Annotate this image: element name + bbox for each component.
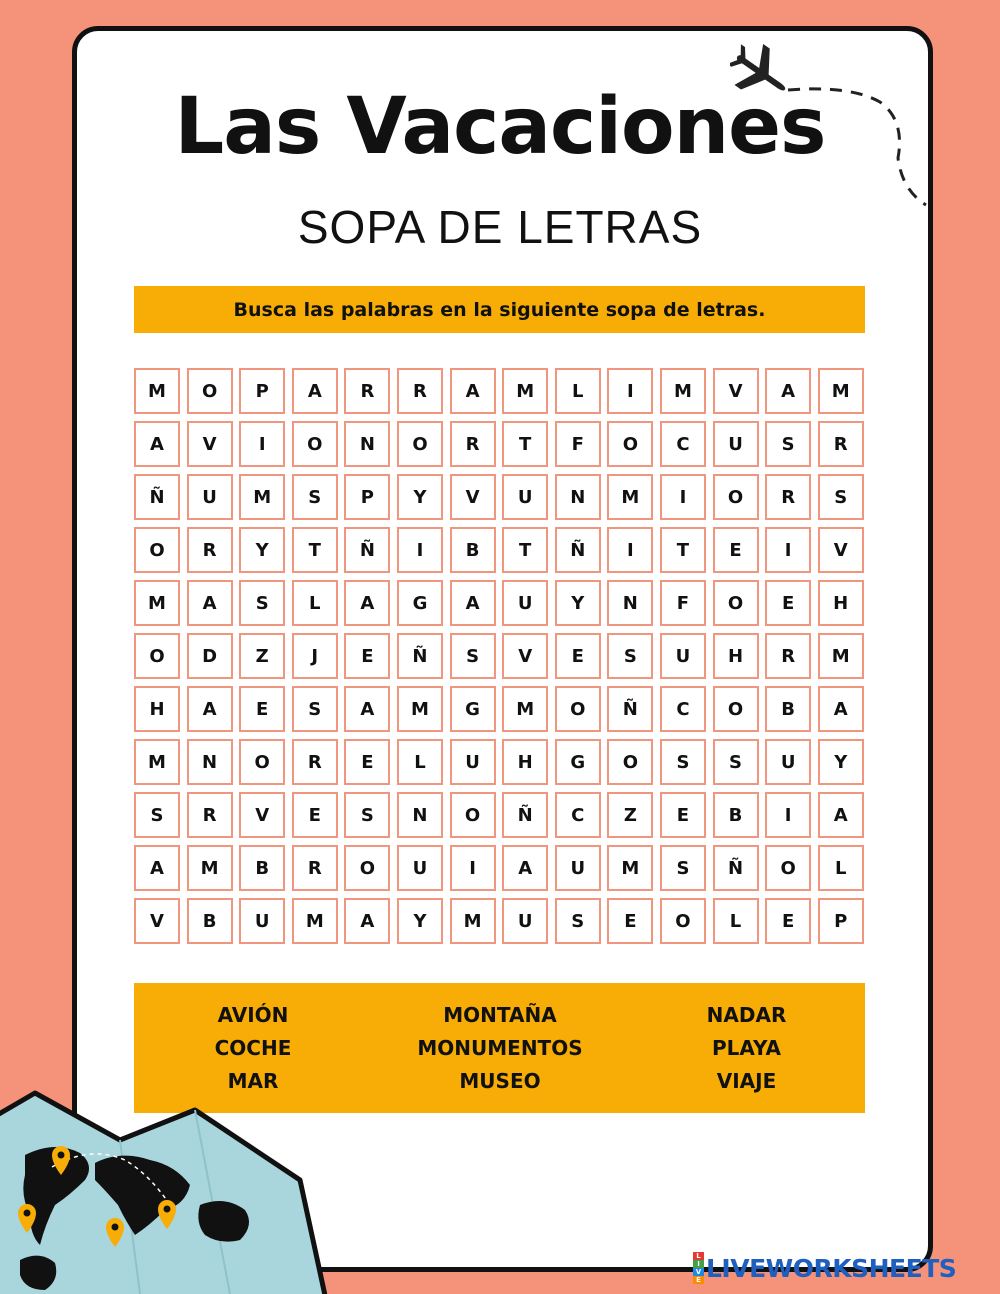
- grid-cell[interactable]: Ñ: [397, 633, 443, 679]
- grid-cell[interactable]: O: [607, 421, 653, 467]
- grid-cell[interactable]: E: [555, 633, 601, 679]
- grid-cell[interactable]: S: [450, 633, 496, 679]
- grid-cell[interactable]: M: [134, 580, 180, 626]
- grid-cell[interactable]: S: [292, 686, 338, 732]
- grid-cell[interactable]: Ñ: [713, 845, 759, 891]
- grid-cell[interactable]: U: [239, 898, 285, 944]
- grid-cell[interactable]: O: [187, 368, 233, 414]
- grid-cell[interactable]: L: [397, 739, 443, 785]
- grid-cell[interactable]: N: [397, 792, 443, 838]
- grid-cell[interactable]: O: [292, 421, 338, 467]
- grid-cell[interactable]: O: [713, 580, 759, 626]
- grid-cell[interactable]: Y: [397, 898, 443, 944]
- grid-cell[interactable]: E: [239, 686, 285, 732]
- grid-cell[interactable]: R: [292, 845, 338, 891]
- grid-cell[interactable]: B: [239, 845, 285, 891]
- grid-cell[interactable]: M: [607, 845, 653, 891]
- grid-cell[interactable]: U: [450, 739, 496, 785]
- grid-cell[interactable]: V: [713, 368, 759, 414]
- grid-cell[interactable]: M: [239, 474, 285, 520]
- word-list-column-1: [134, 999, 372, 1098]
- grid-cell[interactable]: E: [765, 898, 811, 944]
- grid-cell[interactable]: A: [344, 686, 390, 732]
- grid-cell[interactable]: A: [765, 368, 811, 414]
- grid-cell[interactable]: A: [134, 421, 180, 467]
- logo-text: LIVEWORKSHEETS: [706, 1253, 957, 1283]
- grid-cell[interactable]: V: [134, 898, 180, 944]
- grid-cell[interactable]: U: [713, 421, 759, 467]
- grid-cell[interactable]: O: [660, 898, 706, 944]
- logo-mark-letter: E: [693, 1276, 704, 1284]
- grid-cell[interactable]: U: [502, 898, 548, 944]
- grid-cell[interactable]: T: [292, 527, 338, 573]
- grid-cell[interactable]: L: [713, 898, 759, 944]
- instruction-text: Busca las palabras en la siguiente sopa de letras.: [233, 298, 766, 321]
- grid-cell[interactable]: E: [344, 739, 390, 785]
- grid-cell[interactable]: Ñ: [555, 527, 601, 573]
- grid-cell[interactable]: T: [502, 421, 548, 467]
- grid-cell[interactable]: M: [187, 845, 233, 891]
- grid-cell[interactable]: T: [660, 527, 706, 573]
- grid-cell[interactable]: U: [660, 633, 706, 679]
- grid-cell[interactable]: G: [450, 686, 496, 732]
- grid-cell[interactable]: P: [344, 474, 390, 520]
- grid-cell[interactable]: S: [607, 633, 653, 679]
- grid-cell[interactable]: S: [660, 845, 706, 891]
- grid-cell[interactable]: F: [555, 421, 601, 467]
- grid-cell[interactable]: G: [555, 739, 601, 785]
- grid-cell[interactable]: R: [187, 527, 233, 573]
- word-item: MAR: [227, 1068, 279, 1093]
- grid-cell[interactable]: I: [660, 474, 706, 520]
- grid-cell[interactable]: Z: [607, 792, 653, 838]
- grid-cell[interactable]: R: [344, 368, 390, 414]
- grid-cell[interactable]: V: [187, 421, 233, 467]
- grid-cell[interactable]: O: [134, 527, 180, 573]
- grid-cell[interactable]: B: [450, 527, 496, 573]
- grid-cell[interactable]: U: [397, 845, 443, 891]
- grid-cell[interactable]: S: [555, 898, 601, 944]
- grid-cell[interactable]: M: [292, 898, 338, 944]
- grid-cell[interactable]: E: [607, 898, 653, 944]
- grid-cell[interactable]: B: [765, 686, 811, 732]
- grid-cell[interactable]: S: [344, 792, 390, 838]
- grid-cell[interactable]: U: [502, 474, 548, 520]
- grid-cell[interactable]: L: [292, 580, 338, 626]
- grid-cell[interactable]: D: [187, 633, 233, 679]
- grid-cell[interactable]: R: [397, 368, 443, 414]
- logo-mark-letter: L: [693, 1252, 704, 1260]
- grid-cell[interactable]: R: [450, 421, 496, 467]
- world-map-icon: [0, 1085, 335, 1294]
- grid-cell[interactable]: R: [765, 474, 811, 520]
- grid-cell[interactable]: O: [607, 739, 653, 785]
- grid-cell[interactable]: Y: [397, 474, 443, 520]
- grid-cell[interactable]: T: [502, 527, 548, 573]
- grid-cell[interactable]: V: [502, 633, 548, 679]
- grid-cell[interactable]: E: [765, 580, 811, 626]
- grid-cell[interactable]: U: [765, 739, 811, 785]
- grid-cell[interactable]: Ñ: [502, 792, 548, 838]
- liveworksheets-logo[interactable]: [693, 1252, 956, 1284]
- word-search-grid[interactable]: [134, 368, 864, 944]
- logo-mark-letter: V: [693, 1268, 704, 1276]
- grid-cell[interactable]: M: [502, 368, 548, 414]
- grid-cell[interactable]: A: [292, 368, 338, 414]
- grid-cell[interactable]: N: [607, 580, 653, 626]
- grid-cell[interactable]: M: [818, 633, 864, 679]
- grid-cell[interactable]: I: [607, 527, 653, 573]
- grid-cell[interactable]: R: [292, 739, 338, 785]
- word-item: PLAYA: [711, 1035, 781, 1060]
- grid-cell[interactable]: U: [187, 474, 233, 520]
- grid-cell[interactable]: I: [397, 527, 443, 573]
- grid-cell[interactable]: R: [765, 633, 811, 679]
- grid-cell[interactable]: I: [765, 792, 811, 838]
- word-item: AVIÓN: [217, 1002, 289, 1027]
- grid-cell[interactable]: C: [555, 792, 601, 838]
- page-title: Las Vacaciones: [174, 82, 826, 172]
- grid-cell[interactable]: A: [344, 580, 390, 626]
- grid-cell[interactable]: A: [344, 898, 390, 944]
- grid-cell[interactable]: S: [818, 474, 864, 520]
- grid-cell[interactable]: I: [239, 421, 285, 467]
- grid-cell[interactable]: S: [134, 792, 180, 838]
- grid-cell[interactable]: C: [660, 421, 706, 467]
- grid-cell[interactable]: H: [134, 686, 180, 732]
- grid-cell[interactable]: Z: [239, 633, 285, 679]
- grid-cell[interactable]: O: [450, 792, 496, 838]
- grid-cell[interactable]: Y: [555, 580, 601, 626]
- grid-cell[interactable]: N: [344, 421, 390, 467]
- grid-cell[interactable]: I: [450, 845, 496, 891]
- grid-cell[interactable]: Ñ: [134, 474, 180, 520]
- grid-cell[interactable]: L: [818, 845, 864, 891]
- grid-cell[interactable]: I: [607, 368, 653, 414]
- grid-cell[interactable]: M: [134, 739, 180, 785]
- grid-cell[interactable]: M: [397, 686, 443, 732]
- grid-cell[interactable]: O: [344, 845, 390, 891]
- grid-cell[interactable]: I: [765, 527, 811, 573]
- grid-cell[interactable]: Ñ: [344, 527, 390, 573]
- word-item: NADAR: [706, 1002, 787, 1027]
- grid-cell[interactable]: A: [502, 845, 548, 891]
- logo-mark-letter: I: [693, 1260, 704, 1268]
- grid-cell[interactable]: H: [818, 580, 864, 626]
- grid-cell[interactable]: A: [187, 580, 233, 626]
- grid-cell[interactable]: R: [187, 792, 233, 838]
- grid-cell[interactable]: V: [239, 792, 285, 838]
- grid-cell[interactable]: A: [450, 368, 496, 414]
- grid-cell[interactable]: Y: [239, 527, 285, 573]
- grid-cell[interactable]: S: [660, 739, 706, 785]
- grid-cell[interactable]: J: [292, 633, 338, 679]
- grid-cell[interactable]: H: [713, 633, 759, 679]
- grid-cell[interactable]: A: [187, 686, 233, 732]
- word-item: MONTAÑA: [443, 1002, 557, 1027]
- grid-cell[interactable]: S: [239, 580, 285, 626]
- logo-mark: [693, 1252, 704, 1284]
- grid-cell[interactable]: O: [713, 474, 759, 520]
- grid-cell[interactable]: O: [134, 633, 180, 679]
- grid-cell[interactable]: S: [713, 739, 759, 785]
- grid-cell[interactable]: O: [239, 739, 285, 785]
- grid-cell[interactable]: A: [134, 845, 180, 891]
- grid-cell[interactable]: E: [344, 633, 390, 679]
- grid-cell[interactable]: A: [450, 580, 496, 626]
- grid-cell[interactable]: A: [818, 686, 864, 732]
- word-list-column-3: [628, 999, 865, 1098]
- grid-cell[interactable]: Ñ: [607, 686, 653, 732]
- grid-cell[interactable]: A: [818, 792, 864, 838]
- grid-cell[interactable]: P: [239, 368, 285, 414]
- grid-cell[interactable]: V: [818, 527, 864, 573]
- grid-cell[interactable]: U: [502, 580, 548, 626]
- grid-cell[interactable]: E: [660, 792, 706, 838]
- grid-cell[interactable]: V: [450, 474, 496, 520]
- word-item: MUSEO: [459, 1068, 541, 1093]
- grid-cell[interactable]: O: [713, 686, 759, 732]
- grid-cell[interactable]: S: [292, 474, 338, 520]
- grid-cell[interactable]: U: [555, 845, 601, 891]
- grid-cell[interactable]: M: [134, 368, 180, 414]
- grid-cell[interactable]: M: [450, 898, 496, 944]
- grid-cell[interactable]: B: [187, 898, 233, 944]
- instruction-banner: [134, 286, 865, 333]
- word-item: COCHE: [214, 1035, 292, 1060]
- grid-cell[interactable]: N: [187, 739, 233, 785]
- grid-cell[interactable]: C: [660, 686, 706, 732]
- grid-cell[interactable]: P: [818, 898, 864, 944]
- grid-cell[interactable]: Y: [818, 739, 864, 785]
- word-item: MONUMENTOS: [417, 1035, 583, 1060]
- grid-cell[interactable]: O: [397, 421, 443, 467]
- word-list-column-2: [372, 999, 628, 1098]
- grid-cell[interactable]: E: [292, 792, 338, 838]
- grid-cell[interactable]: O: [555, 686, 601, 732]
- grid-cell[interactable]: S: [765, 421, 811, 467]
- grid-cell[interactable]: M: [502, 686, 548, 732]
- grid-cell[interactable]: L: [555, 368, 601, 414]
- grid-cell[interactable]: M: [607, 474, 653, 520]
- page-subtitle: SOPA DE LETRAS: [297, 201, 703, 253]
- grid-cell[interactable]: O: [765, 845, 811, 891]
- grid-cell[interactable]: G: [397, 580, 443, 626]
- grid-cell[interactable]: F: [660, 580, 706, 626]
- grid-cell[interactable]: R: [818, 421, 864, 467]
- grid-cell[interactable]: N: [555, 474, 601, 520]
- grid-cell[interactable]: M: [818, 368, 864, 414]
- grid-cell[interactable]: M: [660, 368, 706, 414]
- grid-cell[interactable]: H: [502, 739, 548, 785]
- grid-cell[interactable]: B: [713, 792, 759, 838]
- grid-cell[interactable]: E: [713, 527, 759, 573]
- word-item: VIAJE: [716, 1068, 777, 1093]
